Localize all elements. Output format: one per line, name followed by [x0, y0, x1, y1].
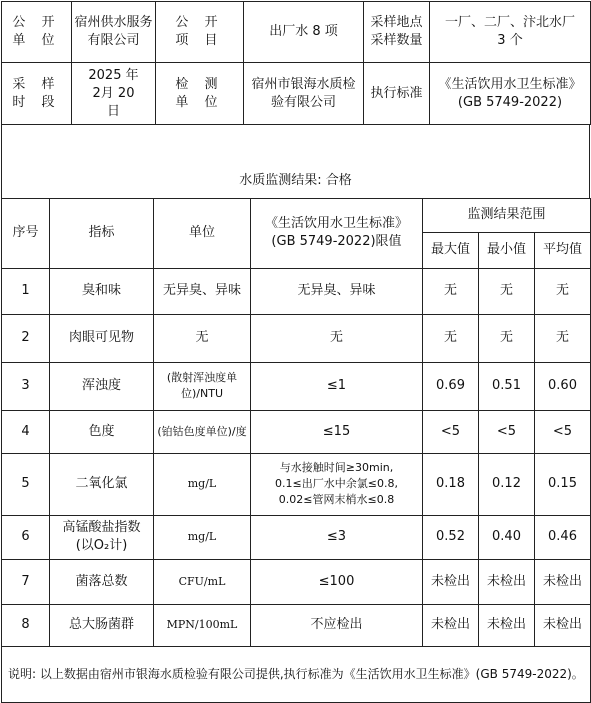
table-row [2, 559, 591, 604]
row-unit: 无异臭、异味 [154, 268, 251, 314]
report-header-table [1, 1, 591, 125]
result-banner-table [1, 124, 590, 199]
row-limit: ≤1 [251, 362, 423, 410]
row-unit: MPN/100mL [154, 604, 251, 646]
row-max: 无 [423, 314, 479, 362]
standard-value: 《生活饮用水卫生标准》(GB 5749-2022) [430, 63, 591, 125]
row-seq: 1 [2, 268, 50, 314]
standard-label: 执行标准 [364, 63, 430, 125]
table-row [2, 453, 591, 515]
row-max: 0.69 [423, 362, 479, 410]
table-row [2, 604, 591, 646]
row-max: <5 [423, 410, 479, 453]
row-max: 0.52 [423, 515, 479, 559]
col-avg-header: 平均值 [535, 232, 591, 268]
row-limit: 不应检出 [251, 604, 423, 646]
row-limit: 无异臭、异味 [251, 268, 423, 314]
project-value: 出厂水 8 项 [244, 2, 364, 63]
row-max: 未检出 [423, 559, 479, 604]
row-seq: 8 [2, 604, 50, 646]
row-seq: 2 [2, 314, 50, 362]
water-quality-report [1, 1, 590, 689]
row-unit: 无 [154, 314, 251, 362]
row-unit: CFU/mL [154, 559, 251, 604]
row-item: 菌落总数 [50, 559, 154, 604]
row-limit: ≤100 [251, 559, 423, 604]
row-min: 0.51 [479, 362, 535, 410]
row-min: 0.12 [479, 453, 535, 515]
row-max: 无 [423, 268, 479, 314]
report-note: 说明: 以上数据由宿州市银海水质检验有限公司提供,执行标准为《生活饮用水卫生标准》(GB 5749-2022)。 [2, 646, 591, 702]
table-row [2, 515, 591, 559]
row-avg: 未检出 [535, 604, 591, 646]
publisher-value: 宿州供水服务有限公司 [72, 2, 156, 63]
row-item: 高锰酸盐指数 (以O₂计) [50, 515, 154, 559]
sampling-period-label: 采 样 时 段 [2, 63, 72, 125]
row-max: 未检出 [423, 604, 479, 646]
row-item: 臭和味 [50, 268, 154, 314]
row-limit: ≤15 [251, 410, 423, 453]
table-row [2, 314, 591, 362]
row-min: 未检出 [479, 604, 535, 646]
sampling-site-label: 采样地点 采样数量 [364, 2, 430, 63]
col-item-header: 指标 [50, 198, 154, 268]
table-row [2, 410, 591, 453]
row-seq: 3 [2, 362, 50, 410]
row-unit: (铂钴色度单位)/度 [154, 410, 251, 453]
row-item: 浑浊度 [50, 362, 154, 410]
row-avg: 0.46 [535, 515, 591, 559]
row-limit: 无 [251, 314, 423, 362]
col-max-header: 最大值 [423, 232, 479, 268]
row-min: 无 [479, 314, 535, 362]
col-min-header: 最小值 [479, 232, 535, 268]
row-item: 总大肠菌群 [50, 604, 154, 646]
col-range-header: 监测结果范围 [423, 198, 591, 232]
row-limit: 与水接触时间≥30min, 0.1≤出厂水中余氯≤0.8, 0.02≤管网末梢水≤0.8 [251, 453, 423, 515]
row-limit: ≤3 [251, 515, 423, 559]
row-avg: 无 [535, 268, 591, 314]
sampling-site-value: 一厂、二厂、汴北水厂 3 个 [430, 2, 591, 63]
row-avg: 0.15 [535, 453, 591, 515]
col-seq-header: 序号 [2, 198, 50, 268]
result-banner: 水质监测结果: 合格 [2, 164, 590, 198]
sampling-period-value: 2025 年 2月 20 日 [72, 63, 156, 125]
col-limit-header: 《生活饮用水卫生标准》(GB 5749-2022)限值 [251, 198, 423, 268]
monitoring-results-table [1, 198, 591, 703]
row-avg: 未检出 [535, 559, 591, 604]
table-row [2, 268, 591, 314]
blank-spacer [2, 124, 590, 164]
row-max: 0.18 [423, 453, 479, 515]
project-label: 公 开 项 目 [156, 2, 244, 63]
row-unit: mg/L [154, 515, 251, 559]
row-unit: mg/L [154, 453, 251, 515]
publisher-label: 公 开 单 位 [2, 2, 72, 63]
col-unit-header: 单位 [154, 198, 251, 268]
row-avg: 0.60 [535, 362, 591, 410]
row-min: <5 [479, 410, 535, 453]
testing-unit-label: 检 测 单 位 [156, 63, 244, 125]
row-item: 肉眼可见物 [50, 314, 154, 362]
row-unit: (散射浑浊度单位)/NTU [154, 362, 251, 410]
row-avg: 无 [535, 314, 591, 362]
row-seq: 5 [2, 453, 50, 515]
testing-unit-value: 宿州市银海水质检验有限公司 [244, 63, 364, 125]
row-min: 0.40 [479, 515, 535, 559]
table-row [2, 362, 591, 410]
row-avg: <5 [535, 410, 591, 453]
row-seq: 4 [2, 410, 50, 453]
row-item: 色度 [50, 410, 154, 453]
row-seq: 6 [2, 515, 50, 559]
row-item: 二氧化氯 [50, 453, 154, 515]
row-seq: 7 [2, 559, 50, 604]
row-min: 无 [479, 268, 535, 314]
row-min: 未检出 [479, 559, 535, 604]
